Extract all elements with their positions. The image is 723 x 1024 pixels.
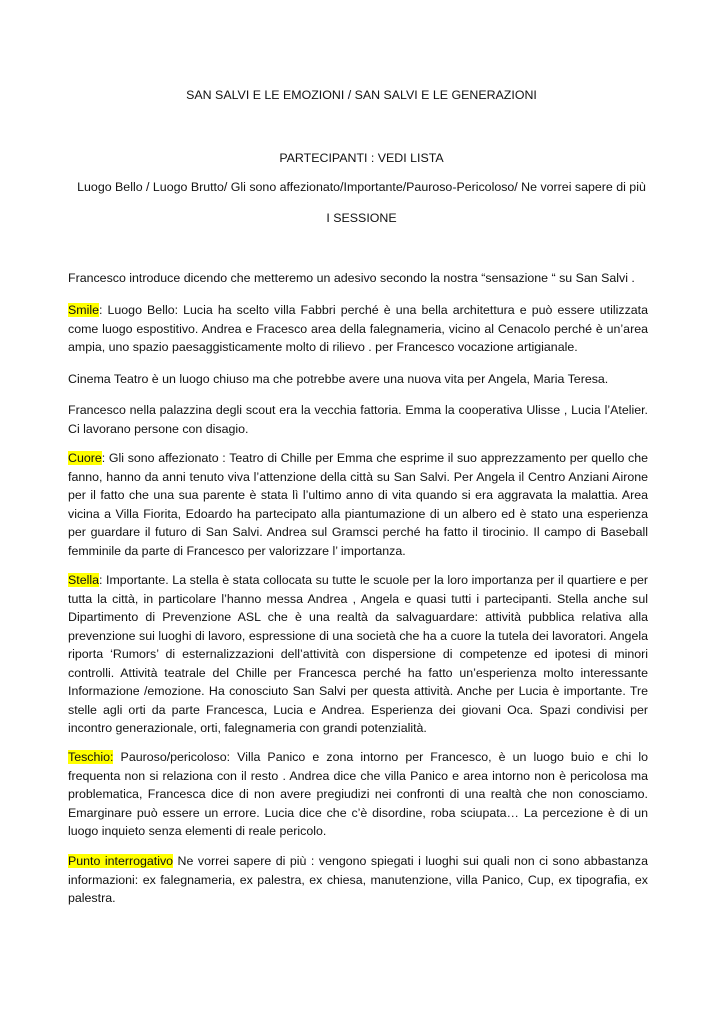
smile-label: Smile — [68, 303, 99, 317]
cuore-label: Cuore — [68, 451, 102, 465]
teschio-text: Pauroso/pericoloso: Villa Panico e zona intorno per Francesco, è un luogo buio e chi lo frequenta non si relaziona con il resto . Andrea dice che villa Panico e area intorno non è pericolosa ma problematica, Francesca dice di non avere pregiudizi nei confronti di una realtà che non conosciamo. Emarginare può essere un errore. Lucia dice che c’è disordine, roba sciupata… La percezione è di un luogo inquieto senza elementi di reale pericolo. — [68, 750, 648, 838]
teschio-paragraph — [68, 748, 648, 841]
smile-text: : Luogo Bello: Lucia ha scelto villa Fabbri perché è una bella architettura e può essere utilizzata come luogo espostitivo. Andrea e Fracesco area della falegnameria, vicino al Cenacolo perché è un’area ampia, uno spazio paesaggisticamente molto di rilievo . per Francesco vocazione artigianale. — [68, 303, 648, 354]
stella-text: : Importante. La stella è stata collocata su tutte le scuole per la loro importanza per il quartiere e per tutta la città, in particolare l’hanno messa Andrea , Angela e quasi tutti i partecipanti. Stella anche sul Dipartimento di Prevenzione ASL che è una realtà da salvaguardare: attività pubblica relativa alla prevenzione sui luoghi di lavoro, espressione di una società che ha a cuore la tutela dei lavoratori. Angela riporta ‘Rumors’ di esternalizzazioni dell’attività con dispersione di competenze ed ipotesi di minori controlli. Attività teatrale del Chille per Francesca perché ha fatto un’esperienza molto interessante Informazione /emozione. Ha conosciuto San Salvi per questa attività. Anche per Lucia è importante. Tre stelle agli orti da parte Francesca, Lucia e Andrea. Esperienza dei giovani Oca. Spazi condivisi per incontro generazionale, orti, falegnameria con grandi potenzialità. — [68, 573, 648, 735]
cuore-text: : Gli sono affezionato : Teatro di Chille per Emma che esprime il suo apprezzamento per quello che fanno, hanno da anni tenuto viva l’attenzione della città su San Salvi. Per Angela il Centro Anziani Airone per il fatto che una sua parente è stata lì l’ultimo anno di vita quando si era aggravata la malattia. Area vicina a Villa Fiorita, Edoardo ha partecipato alla piantumazione di un albero ed è stato una esperienza per guardare il futuro di San Salvi. Andrea sul Gramsci perché ha fatto il tirocinio. Il campo di Baseball femminile da parte di Francesco per valorizzare l’ importanza. — [68, 451, 648, 558]
stella-label: Stella — [68, 573, 99, 587]
document-title: SAN SALVI E LE EMOZIONI / SAN SALVI E LE GENERAZIONI — [186, 88, 537, 102]
categories-line: Luogo Bello / Luogo Brutto/ Gli sono affezionato/Importante/Pauroso-Pericoloso/ Ne vorrei sapere di più — [77, 180, 646, 194]
smile-paragraph — [68, 301, 648, 357]
session-heading: I SESSIONE — [326, 211, 397, 225]
intro-paragraph: Francesco introduce dicendo che metteremo un adesivo secondo la nostra “sensazione “ su San Salvi . — [68, 271, 635, 285]
teschio-label: Teschio: — [68, 750, 114, 764]
stella-paragraph — [68, 571, 648, 738]
cinema-paragraph: Cinema Teatro è un luogo chiuso ma che potrebbe avere una nuova vita per Angela, Maria Teresa. — [68, 372, 609, 386]
cuore-paragraph — [68, 449, 648, 560]
participants-line: PARTECIPANTI : VEDI LISTA — [279, 151, 444, 165]
punto-text: Ne vorrei sapere di più : vengono spiegati i luoghi sui quali non ci sono abbastanza informazioni: ex falegnameria, ex palestra, ex chiesa, manutenzione, villa Panico, Cup, ex tipografia, ex palestra. — [68, 854, 648, 905]
palazzina-paragraph: Francesco nella palazzina degli scout era la vecchia fattoria. Emma la cooperativa Ulisse , Lucia l’Atelier. Ci lavorano persone con disagio. — [68, 403, 648, 436]
punto-paragraph — [68, 852, 648, 908]
punto-label: Punto interrogativo — [68, 854, 174, 868]
